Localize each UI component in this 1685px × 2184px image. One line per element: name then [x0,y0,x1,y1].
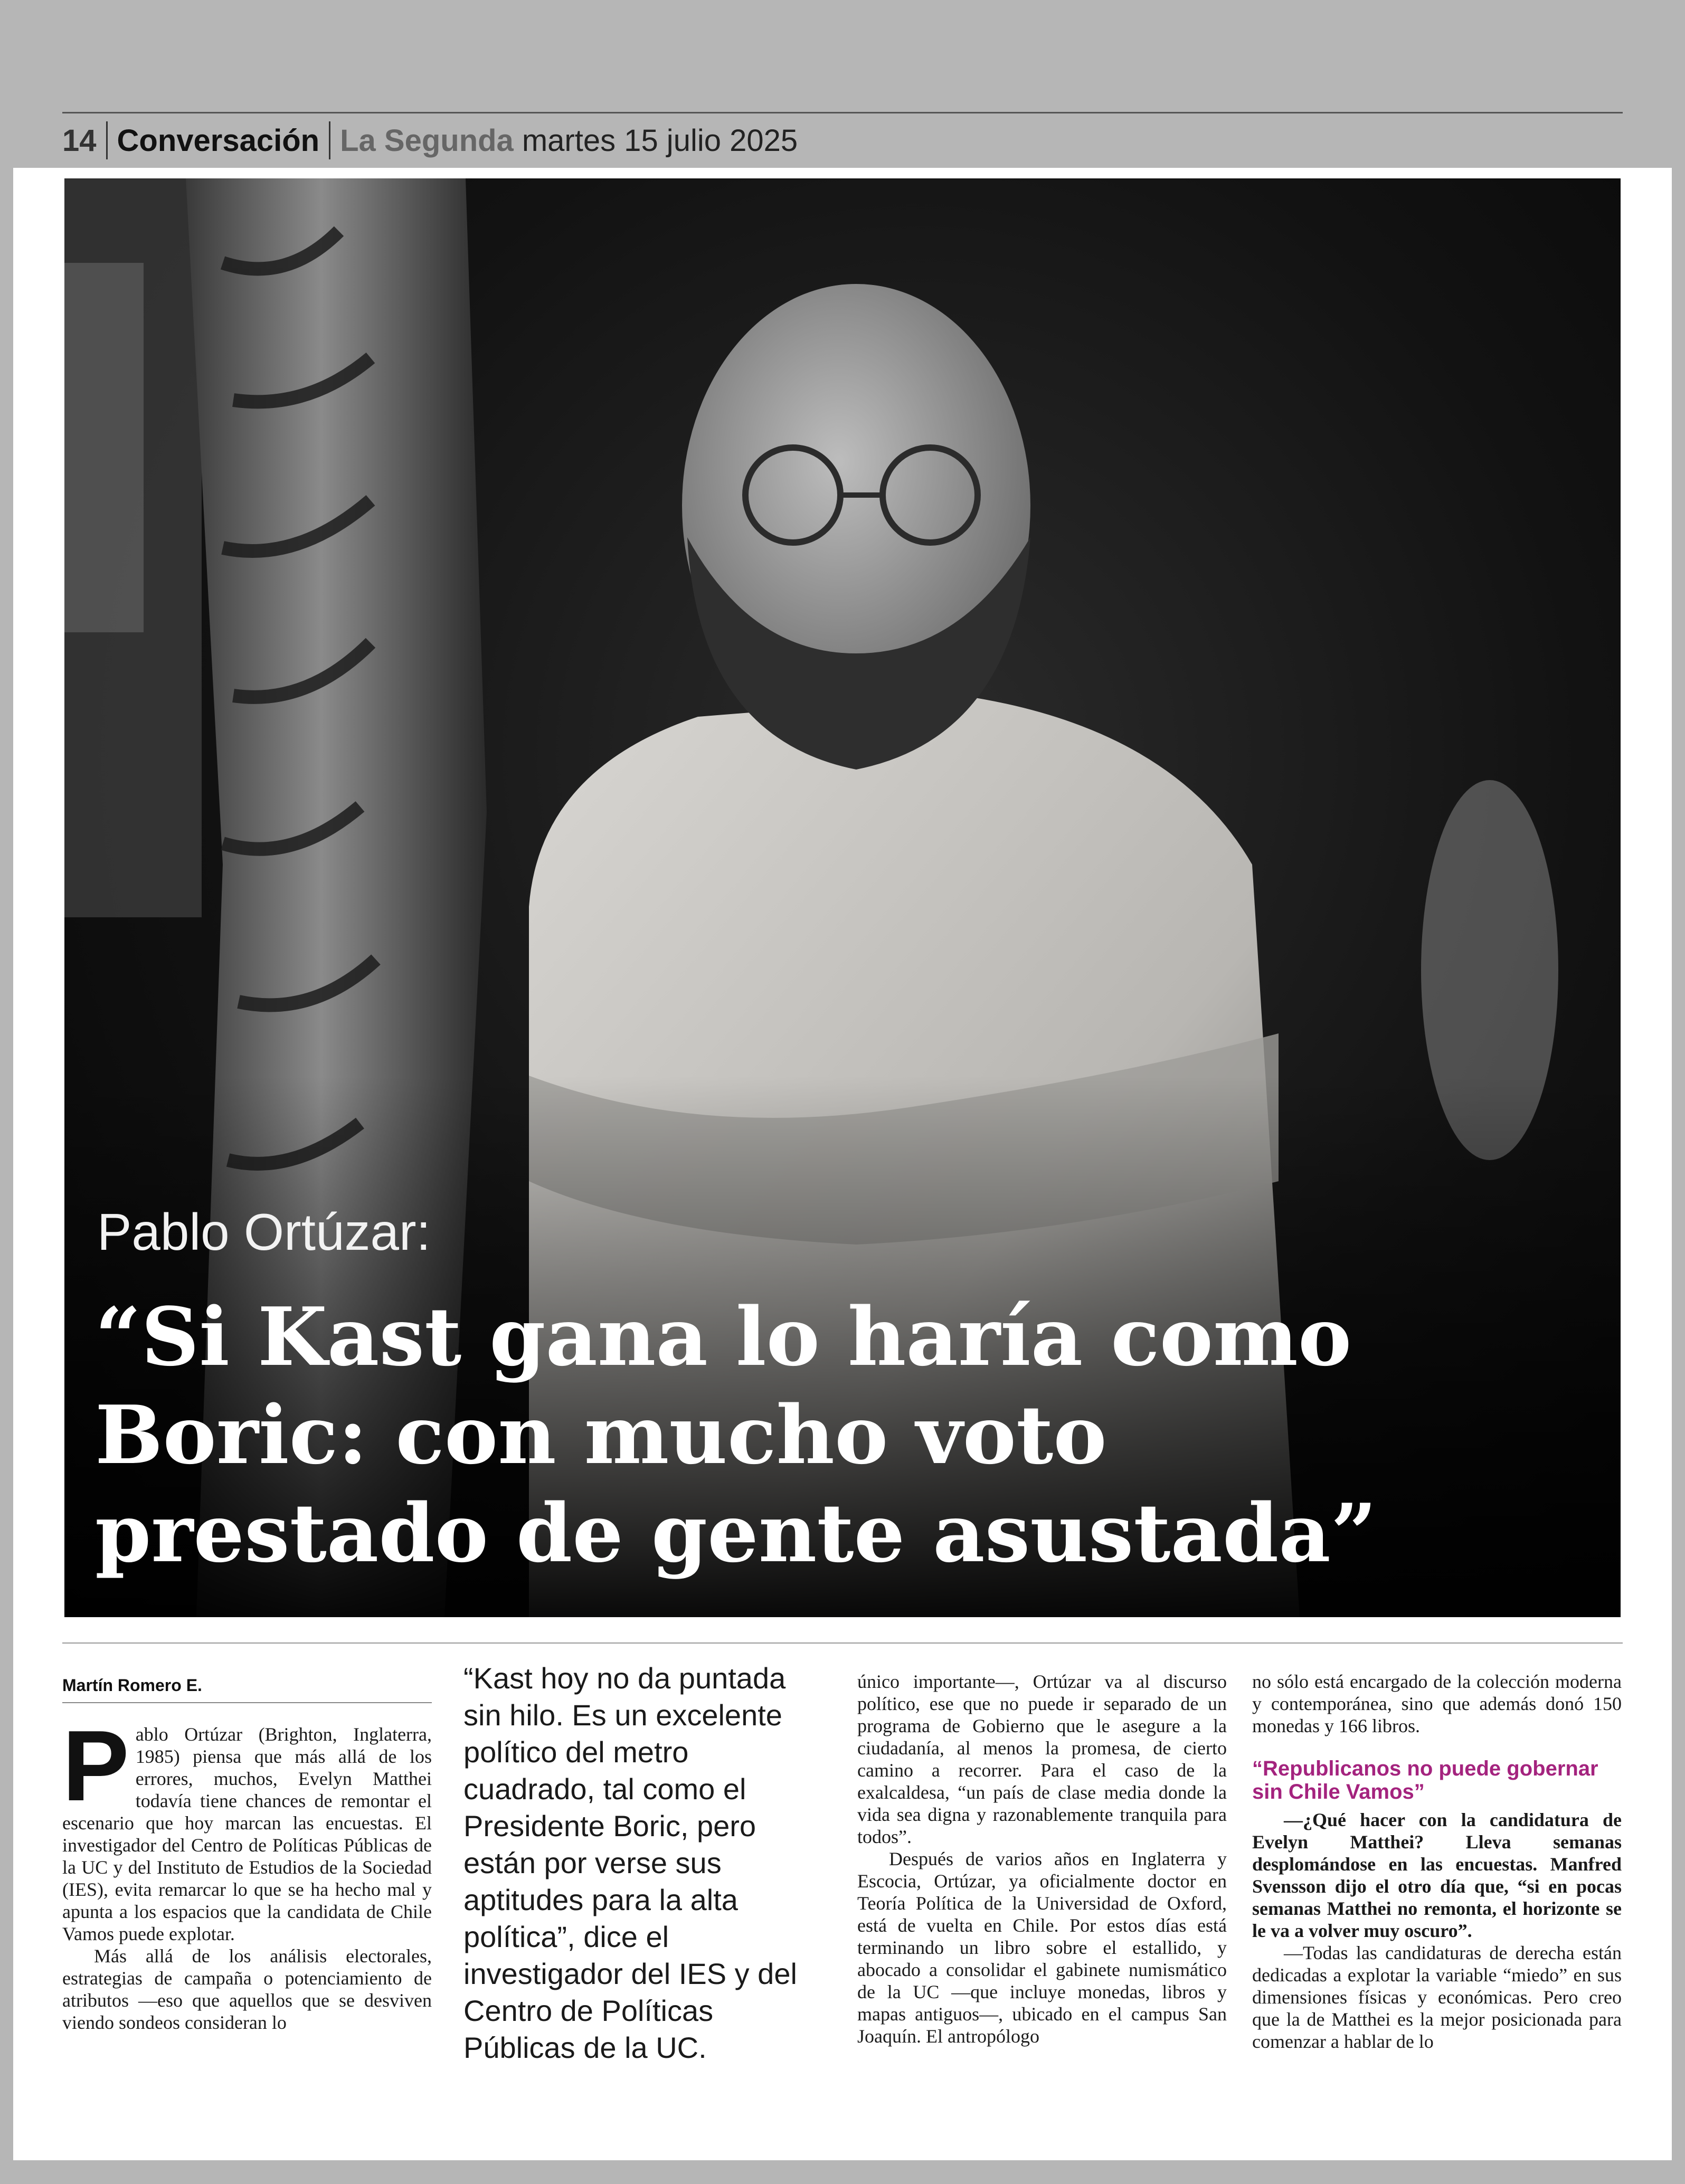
headline [95,1288,1520,1582]
header-rule [62,112,1623,113]
page-header [62,119,798,162]
headline-line: “Si Kast gana lo haría como [95,1289,1352,1384]
article-column-4 [1252,1670,1622,2052]
pull-quote: “Kast hoy no da puntada sin hilo. Es un excelente político del metro cuadrado, tal como el Presidente Boric, pero están por verse sus aptitudes para la alta política”, dice el investigador del IES y del Centro de Políticas Públicas de la UC. [463,1661,797,2064]
header-separator [329,121,330,159]
section-divider [62,1642,1623,1644]
page-number: 14 [62,123,97,158]
article-paragraph: único importante—, Ortúzar va al discurso político, ese que no puede ir separado de un programa de Gobierno que le asegure a la ciudadanía, al menos la promesa, de cierto camino a recorrer. Para el caso de la exalcaldesa, “un país de clase media donde la vida sea digna y razonablemente tranquila para todos”. [857,1671,1227,1847]
article-paragraph: Después de varios años en Inglaterra y Escocia, Ortúzar, ya oficialmente doctor en Teoría Política de la Universidad de Oxford, está de vuelta en Chile. Por estos días está terminando un libro sobre el estallido, y abocado a consolidar el gabinete numismático de la UC —que incluye monedas, libros y mapas antiguos—, ubicado en el campus San Joaquín. El antropólogo [857,1848,1227,2047]
article-subhead: “Republicanos no puede gobernar sin Chile Vamos” [1252,1757,1598,1803]
interview-answer: —Todas las candidaturas de derecha están dedicadas a explotar la variable “miedo” en sus dimensiones físicas y económicas. Pero creo que la de Matthei es la mejor posicionada para comenzar a hablar de lo [1252,1942,1622,2052]
hero-photo [64,178,1621,1617]
byline-rule [62,1702,432,1703]
headline-line: prestado de gente asustada” [95,1486,1377,1580]
drop-cap: P [62,1710,129,1822]
headline-line: Boric: con mucho voto [95,1388,1107,1482]
article-paragraph [62,1710,432,1945]
article-paragraph: Más allá de los análisis electorales, estrategias de campaña o potenciamiento de atributos —eso que aquellos que se desviven viendo sondeos consideran lo [62,1945,432,2033]
issue-date: martes 15 julio 2025 [522,123,798,158]
interview-question: —¿Qué hacer con la candidatura de Evelyn Matthei? Lleva semanas desplomándose en las encuestas. Manfred Svensson dijo el otro día que, “si en pocas semanas Matthei no remonta, el horizonte se le va a volver muy oscuro”. [1252,1809,1622,1941]
publication-name: La Segunda [340,123,514,158]
byline: Martín Romero E. [62,1676,202,1695]
article-text: ablo Ortúzar (Brighton, Inglaterra, 1985) piensa que más allá de los errores, muchos, Evelyn Matthei todavía tiene chances de remontar el escenario que hoy marcan las encuestas. El investigador del Centro de Políticas Públicas de la UC y del Instituto de Estudios de la Sociedad (IES), evita remarcar lo que se ha hecho mal y apunta a los espacios que la candidata de Chile Vamos puede explotar. [62,1724,432,1944]
section-name: Conversación [117,123,320,158]
headline-kicker: Pablo Ortúzar: [97,1203,431,1261]
article-column-1 [62,1710,432,2033]
article-column-3 [857,1670,1227,2047]
article-paragraph: no sólo está encargado de la colección moderna y contemporánea, sino que además donó 150 monedas y 166 libros. [1252,1671,1622,1736]
header-separator [106,121,108,159]
